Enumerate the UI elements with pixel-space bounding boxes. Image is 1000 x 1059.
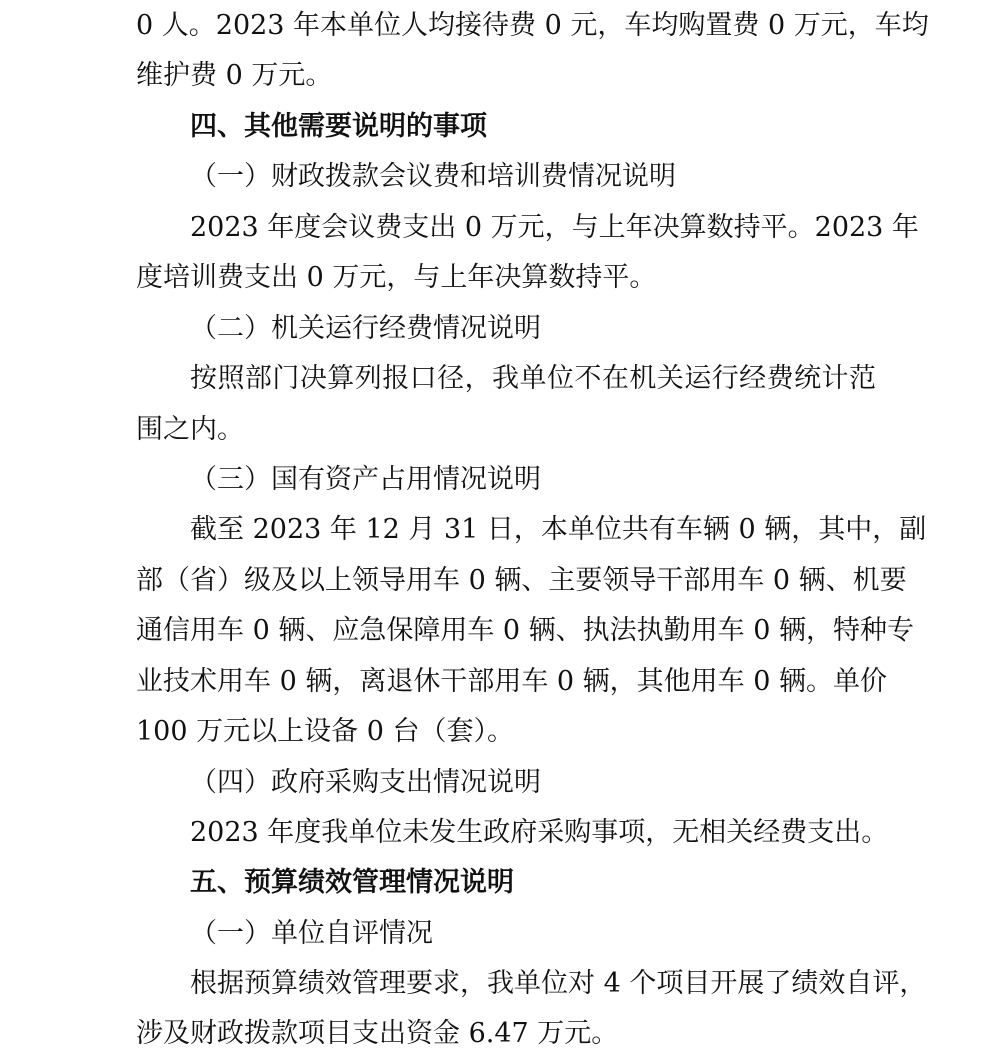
paragraph-line: 0 人。2023 年本单位人均接待费 0 元，车均购置费 0 万元，车均 <box>136 10 929 41</box>
paragraph-line: 按照部门决算列报口径，我单位不在机关运行经费统计范 <box>190 363 876 394</box>
subsection-heading: （一）财政拨款会议费和培训费情况说明 <box>190 161 676 192</box>
subsection-heading: （四）政府采购支出情况说明 <box>190 767 541 798</box>
paragraph-line: 截至 2023 年 12 月 31 日，本单位共有车辆 0 辆，其中，副 <box>190 514 927 545</box>
paragraph-line: 维护费 0 万元。 <box>136 60 333 91</box>
paragraph-line: 2023 年度我单位未发生政府采购事项，无相关经费支出。 <box>190 817 889 848</box>
section-heading: 四、其他需要说明的事项 <box>190 111 487 142</box>
subsection-heading: （三）国有资产占用情况说明 <box>190 464 541 495</box>
paragraph-line: 2023 年度会议费支出 0 万元，与上年决算数持平。2023 年 <box>190 212 919 243</box>
paragraph-line: 度培训费支出 0 万元，与上年决算数持平。 <box>136 262 657 293</box>
paragraph-line: 通信用车 0 辆、应急保障用车 0 辆、执法执勤用车 0 辆，特种专 <box>136 615 915 646</box>
paragraph-line: 部（省）级及以上领导用车 0 辆、主要领导干部用车 0 辆、机要 <box>136 565 907 596</box>
section-heading: 五、预算绩效管理情况说明 <box>190 867 514 898</box>
paragraph-line: 根据预算绩效管理要求，我单位对 4 个项目开展了绩效自评， <box>190 968 927 999</box>
paragraph-line: 围之内。 <box>136 414 244 445</box>
paragraph-line: 涉及财政拨款项目支出资金 6.47 万元。 <box>136 1018 619 1049</box>
paragraph-line: 业技术用车 0 辆，离退休干部用车 0 辆，其他用车 0 辆。单价 <box>136 666 888 697</box>
paragraph-line: 100 万元以上设备 0 台（套）。 <box>136 716 514 747</box>
subsection-heading: （一）单位自评情况 <box>190 918 433 949</box>
subsection-heading: （二）机关运行经费情况说明 <box>190 313 541 344</box>
